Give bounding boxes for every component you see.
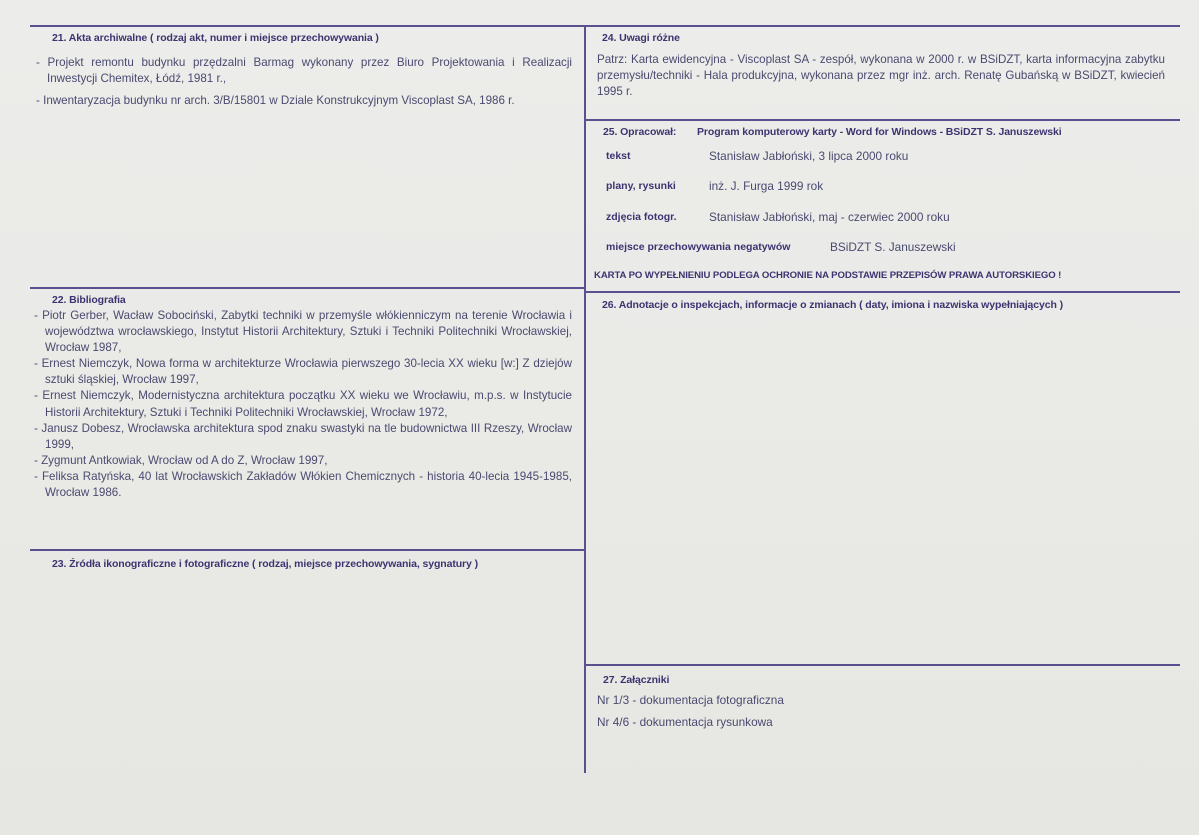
- section-21-list: [36, 55, 572, 109]
- list-item: - Inwentaryzacja budynku nr arch. 3/B/15801 w Dziale Konstrukcyjnym Viscoplast SA, 1986 r.: [36, 93, 572, 109]
- value-text: Stanisław Jabłoński, 3 lipca 2000 roku: [709, 149, 909, 163]
- section-22-list: [34, 308, 572, 501]
- top-rule: [30, 25, 1180, 27]
- attachment-item: Nr 1/3 - dokumentacja fotograficzna: [597, 693, 784, 707]
- rule-s23: [30, 549, 584, 551]
- section-21-heading: 21. Akta archiwalne ( rodzaj akt, numer i miejsce przechowywania ): [52, 32, 379, 44]
- attachment-item: Nr 4/6 - dokumentacja rysunkowa: [597, 715, 773, 729]
- section-22-heading: 22. Bibliografia: [52, 294, 126, 306]
- label-drawings: plany, rysunki: [606, 180, 676, 192]
- rule-s22: [30, 287, 584, 289]
- list-item: - Piotr Gerber, Wacław Sobociński, Zabytki techniki w przemyśle włókienniczym na terenie Wrocławia i województwa wrocławskiego, Instytut Historii Architektury, Sztuki i Techniki Politechniki Wrocławskiej, Wrocław 1987,: [34, 308, 572, 356]
- label-text: tekst: [606, 150, 631, 162]
- list-item: - Zygmunt Antkowiak, Wrocław od A do Z, Wrocław 1997,: [34, 453, 572, 469]
- section-25-heading: 25. Opracował:: [603, 126, 677, 138]
- copyright-notice: KARTA PO WYPEŁNIENIU PODLEGA OCHRONIE NA PODSTAWIE PRZEPISÓW PRAWA AUTORSKIEGO !: [594, 270, 1062, 281]
- section-24-heading: 24. Uwagi różne: [602, 32, 680, 44]
- list-item: - Ernest Niemczyk, Modernistyczna architektura początku XX wieku we Wrocławiu, m.p.s. w Instytucie Historii Architektury, Sztuki i Techniki Politechniki Wrocławskiej, Wrocław 1972,: [34, 388, 572, 420]
- list-item: - Ernest Niemczyk, Nowa forma w architekturze Wrocławia pierwszego 30-lecia XX wieku [w:] Z dziejów sztuki śląskiej, Wrocław 1997,: [34, 356, 572, 388]
- rule-s26: [586, 291, 1180, 293]
- value-photos: Stanisław Jabłoński, maj - czerwiec 2000 roku: [709, 210, 950, 224]
- section-27-heading: 27. Załączniki: [603, 674, 670, 686]
- list-item: - Feliksa Ratyńska, 40 lat Wrocławskich Zakładów Włókien Chemicznych - historia 40-lecia 1945-1985, Wrocław 1986.: [34, 469, 572, 501]
- value-drawings: inż. J. Furga 1999 rok: [709, 179, 824, 193]
- rule-s25: [586, 119, 1180, 121]
- list-item: - Janusz Dobesz, Wrocławska architektura spod znaku swastyki na tle budownictwa III Rzeszy, Wrocław 1999,: [34, 421, 572, 453]
- label-negatives: miejsce przechowywania negatywów: [606, 241, 791, 253]
- value-negatives: BSiDZT S. Januszewski: [830, 240, 956, 254]
- section-26-heading: 26. Adnotacje o inspekcjach, informacje o zmianach ( daty, imiona i nazwiska wypełniających ): [602, 299, 1064, 311]
- center-divider: [584, 25, 586, 773]
- rule-s27: [586, 664, 1180, 666]
- section-24-text: [597, 52, 1165, 100]
- section-25-program: Program komputerowy karty - Word for Windows - BSiDZT S. Januszewski: [697, 126, 1062, 138]
- section-23-heading: 23. Źródła ikonograficzne i fotograficzne ( rodzaj, miejsce przechowywania, sygnatury ): [52, 558, 478, 570]
- label-photos: zdjęcia fotogr.: [606, 211, 677, 223]
- remarks-text: Patrz: Karta ewidencyjna - Viscoplast SA - zespół, wykonana w 2000 r. w BSiDZT, karta informacyjna zabytku przemysłu/techniki - Hala produkcyjna, wykonana przez mgr inż. arch. Renatę Gubańską w BSiDZT, kwiecień 1995 r.: [597, 53, 1165, 98]
- list-item: - Projekt remontu budynku przędzalni Barmag wykonany przez Biuro Projektowania i Realizacji Inwestycji Chemitex, Łódź, 1981 r.,: [36, 55, 572, 87]
